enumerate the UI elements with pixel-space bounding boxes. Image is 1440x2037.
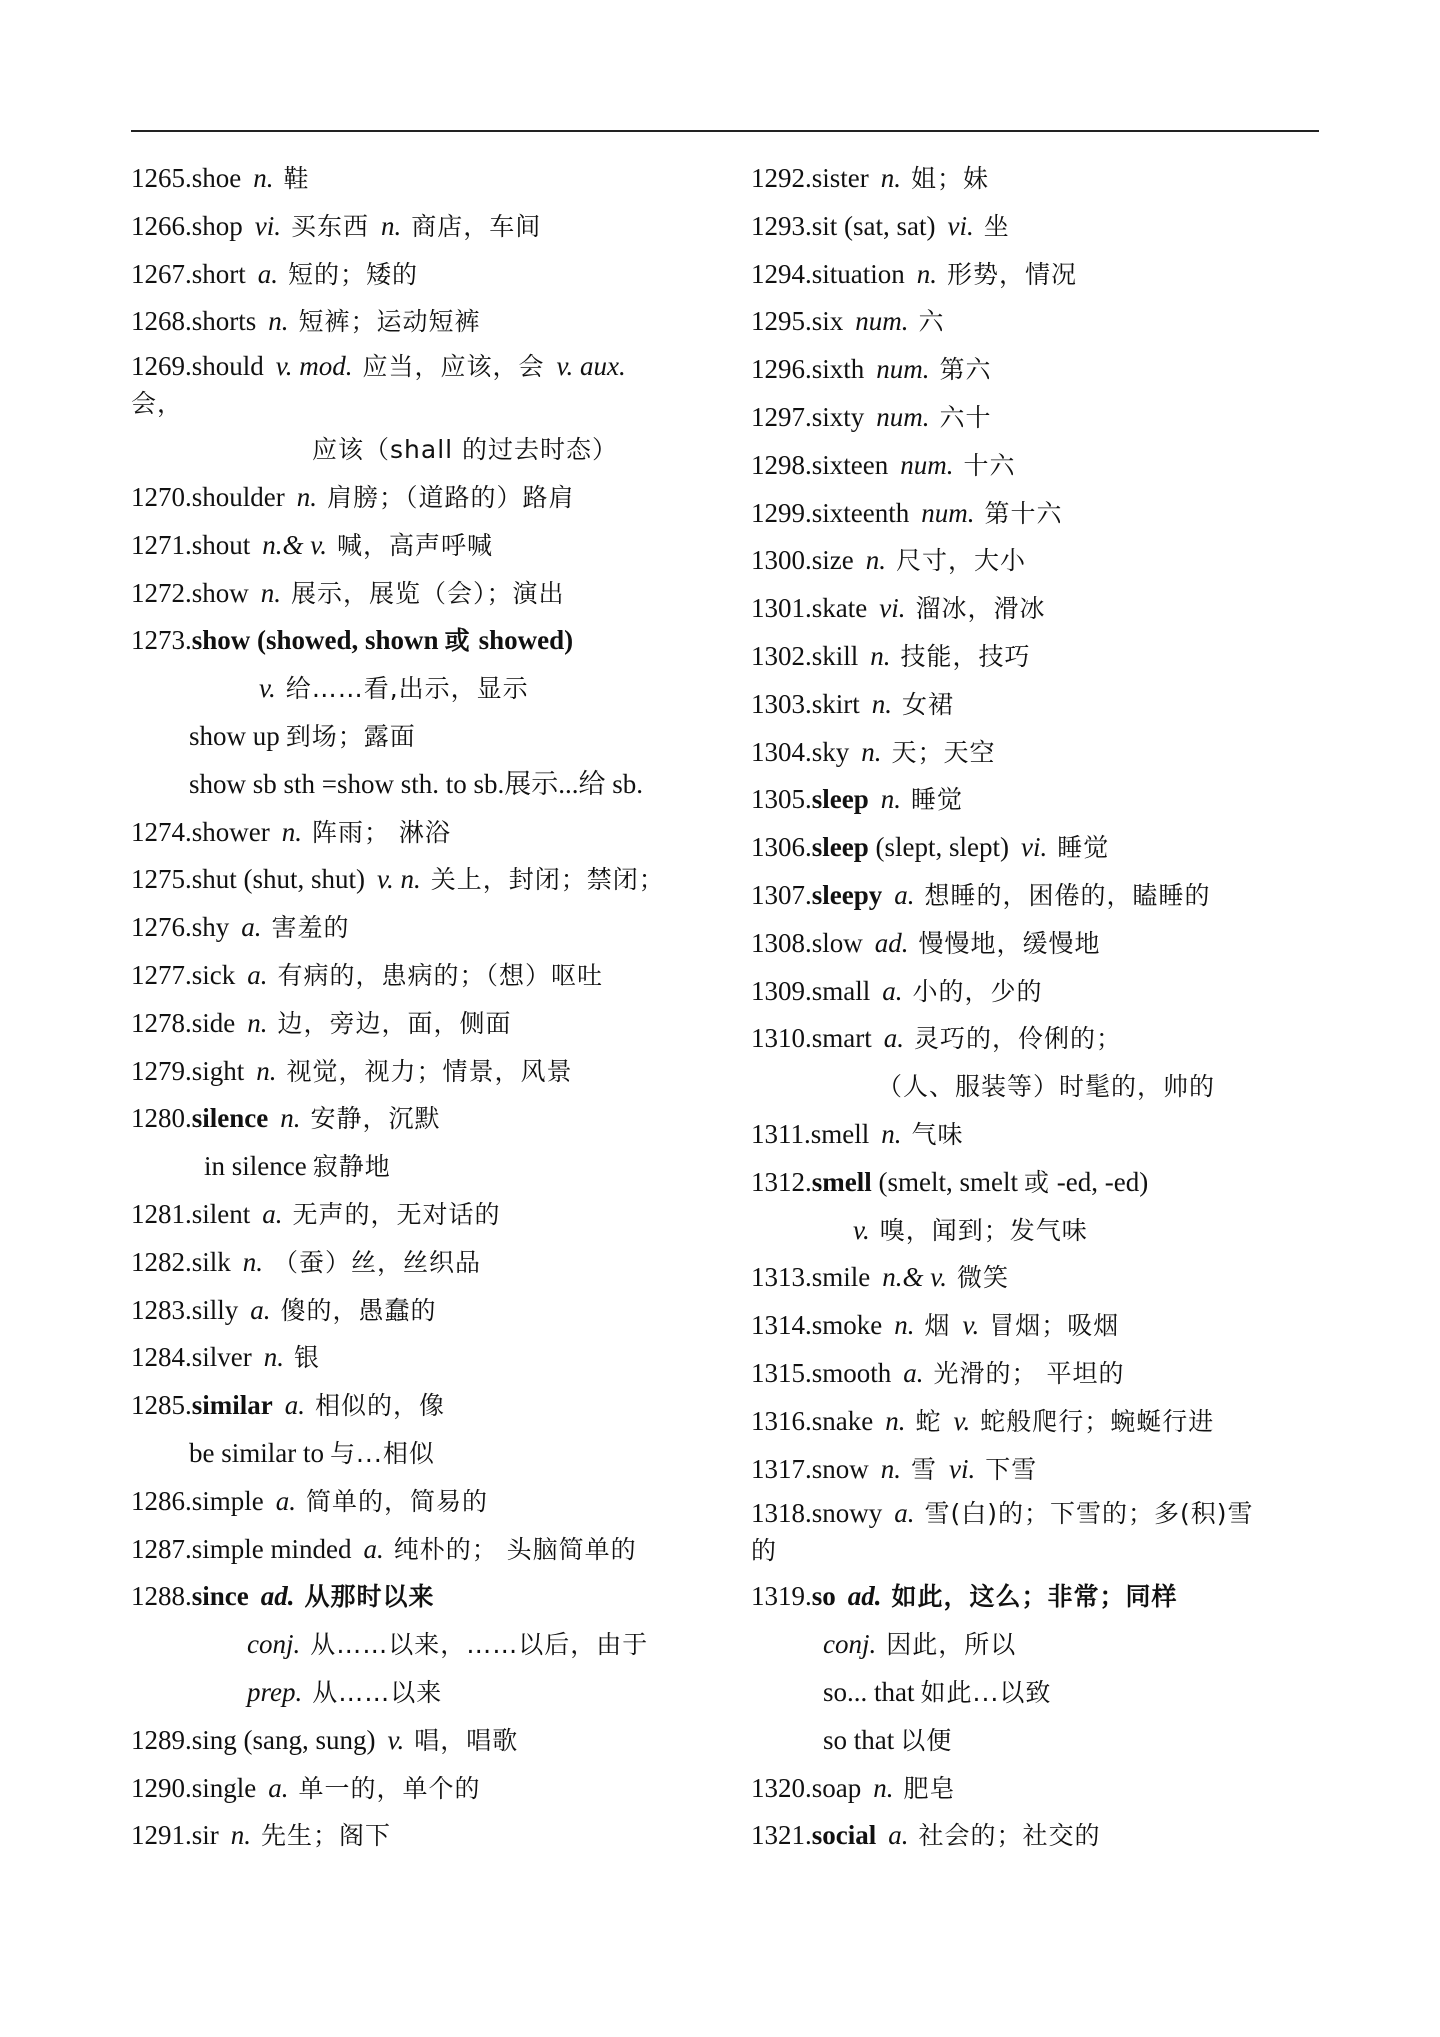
entry-1273-phrase-2: show sb sth =show sth. to sb.展示...给 sb. [189, 768, 644, 799]
entry-1319-conj: conj. 因此，所以 [823, 1629, 1017, 1660]
entry-1313: 1313.smile n.& v. 微笑 [751, 1262, 1009, 1293]
entry-1285-phrase: be similar to 与...相似 [189, 1437, 435, 1468]
entry-1288: 1288.since ad. 从那时以来 [131, 1581, 435, 1612]
entry-1282: 1282.silk n. （蚕）丝，丝织品 [131, 1246, 482, 1277]
entry-1269-wrap: 会， [131, 389, 184, 419]
entry-1276: 1276.shy a. 害羞的 [131, 912, 350, 943]
entry-1321: 1321.social a. 社会的；社交的 [751, 1820, 1101, 1851]
entry-1275: 1275.shut (shut, shut) v. n. 关上，封闭；禁闭； [131, 864, 665, 895]
entry-1288-prep: prep. 从……以来 [247, 1676, 443, 1707]
entry-1304: 1304.sky n. 天；天空 [751, 736, 996, 767]
entry-1279: 1279.sight n. 视觉，视力；情景，风景 [131, 1055, 573, 1086]
entry-1310: 1310.smart a. 灵巧的，伶俐的； [751, 1023, 1123, 1054]
entry-1299: 1299.sixteenth num. 第十六 [751, 497, 1063, 528]
entry-1273-sense: v. 给……看,出示，显示 [259, 673, 529, 704]
entry-1267: 1267.short a. 短的；矮的 [131, 258, 419, 289]
entry-1302: 1302.skill n. 技能，技巧 [751, 640, 1031, 671]
entry-1319-phrase-2: so that 以便 [823, 1724, 953, 1755]
right-column [751, 155, 1331, 1860]
entry-1291: 1291.sir n. 先生；阁下 [131, 1820, 392, 1851]
entry-1274: 1274.shower n. 阵雨； 淋浴 [131, 816, 451, 847]
entry-1271: 1271.shout n.& v. 喊，高声呼喊 [131, 529, 494, 560]
header-rule [131, 130, 1319, 132]
entry-1269-sub: 应该（shall 的过去时态） [312, 435, 619, 465]
entry-1296: 1296.sixth num. 第六 [751, 354, 992, 385]
entry-1315: 1315.smooth a. 光滑的； 平坦的 [751, 1357, 1125, 1388]
entry-1310-sub: （人、服装等）时髦的，帅的 [877, 1072, 1216, 1102]
left-column [131, 155, 721, 1860]
entry-1307: 1307.sleepy a. 想睡的，困倦的，瞌睡的 [751, 879, 1211, 910]
entry-1300: 1300.size n. 尺寸，大小 [751, 545, 1026, 576]
entry-1265: 1265.shoe n. 鞋 [131, 163, 310, 193]
entry-1269: 1269.should v. mod. 应当，应该，会 v. aux. [131, 351, 626, 382]
entry-1305: 1305.sleep n. 睡觉 [751, 784, 964, 815]
entry-1298: 1298.sixteen num. 十六 [751, 449, 1016, 480]
entry-1284: 1284.silver n. 银 [131, 1342, 321, 1373]
entry-1283: 1283.silly a. 傻的，愚蠢的 [131, 1294, 437, 1325]
entry-1314: 1314.smoke n. 烟 v. 冒烟；吸烟 [751, 1310, 1120, 1341]
entry-1280: 1280.silence n. 安静，沉默 [131, 1103, 441, 1134]
entry-1297: 1297.sixty num. 六十 [751, 401, 992, 432]
entry-1316: 1316.snake n. 蛇 v. 蛇般爬行；蜿蜒行进 [751, 1405, 1215, 1436]
entry-1268: 1268.shorts n. 短裤；运动短裤 [131, 306, 481, 337]
entry-1294: 1294.situation n. 形势，情况 [751, 258, 1078, 289]
entry-1278: 1278.side n. 边，旁边，面，侧面 [131, 1007, 512, 1038]
entry-1293: 1293.sit (sat, sat) vi. 坐 [751, 210, 1010, 241]
entry-1292: 1292.sister n. 姐；妹 [751, 163, 990, 193]
entry-1301: 1301.skate vi. 溜冰，滑冰 [751, 593, 1046, 624]
entry-1272: 1272.show n. 展示，展览（会）；演出 [131, 577, 565, 608]
entry-1288-conj: conj. 从……以来，……以后，由于 [247, 1629, 649, 1660]
entry-1309: 1309.small a. 小的，少的 [751, 975, 1043, 1006]
entry-1319-phrase-1: so... that 如此...以致 [823, 1676, 1052, 1707]
entry-1320: 1320.soap n. 肥皂 [751, 1772, 956, 1803]
entry-1318: 1318.snowy a. 雪(白)的；下雪的；多(积)雪 [751, 1498, 1254, 1529]
entry-1281: 1281.silent a. 无声的，无对话的 [131, 1198, 501, 1229]
entry-1273-phrase-1: show up 到场；露面 [189, 720, 416, 751]
entry-1319: 1319.so ad. 如此，这么；非常；同样 [751, 1581, 1178, 1612]
entry-1289: 1289.sing (sang, sung) v. 唱，唱歌 [131, 1724, 519, 1755]
entry-1295: 1295.six num. 六 [751, 306, 945, 337]
entry-1273: 1273.show (showed, shown 或 showed) [131, 625, 574, 656]
entry-1311: 1311.smell n. 气味 [751, 1118, 964, 1149]
entry-1285: 1285.similar a. 相似的，像 [131, 1390, 446, 1421]
entry-1312: 1312.smell (smelt, smelt 或 -ed, -ed) [751, 1166, 1149, 1197]
entry-1318-wrap: 的 [751, 1536, 778, 1566]
entry-1266: 1266.shop vi. 买东西 n. 商店，车间 [131, 210, 542, 241]
entry-1306: 1306.sleep (slept, slept) vi. 睡觉 [751, 832, 1110, 863]
entry-1317: 1317.snow n. 雪 vi. 下雪 [751, 1453, 1038, 1484]
entry-1287: 1287.simple minded a. 纯朴的； 头脑简单的 [131, 1533, 637, 1564]
entry-1290: 1290.single a. 单一的，单个的 [131, 1772, 481, 1803]
entry-1312-sense: v. 嗅，闻到；发气味 [853, 1214, 1088, 1245]
entry-1286: 1286.simple a. 简单的，简易的 [131, 1485, 489, 1516]
entry-1308: 1308.slow ad. 慢慢地，缓慢地 [751, 927, 1101, 958]
entry-1277: 1277.sick a. 有病的，患病的；（想）呕吐 [131, 959, 604, 990]
entry-1270: 1270.shoulder n. 肩膀；（道路的）路肩 [131, 481, 575, 512]
entry-1303: 1303.skirt n. 女裙 [751, 688, 955, 719]
entry-1280-phrase: in silence 寂静地 [204, 1151, 391, 1182]
